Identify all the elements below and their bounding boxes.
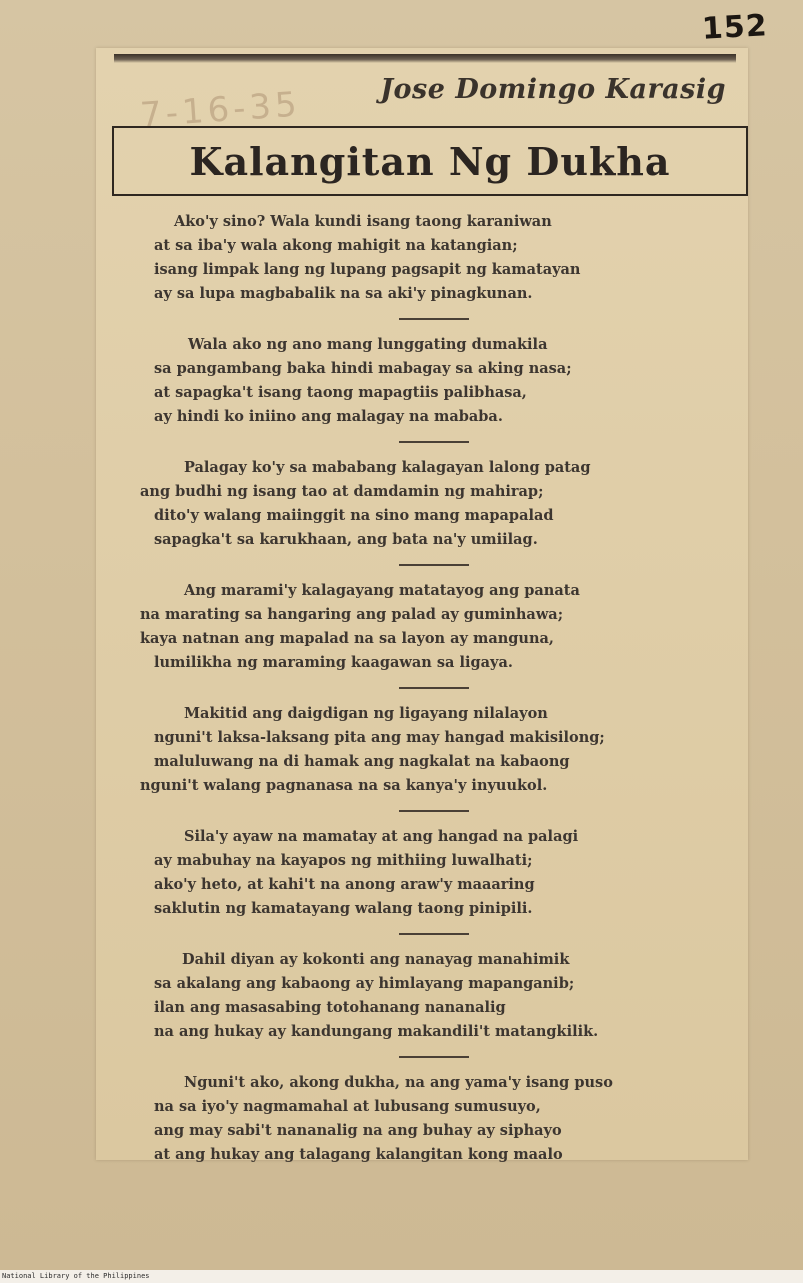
poem-line: ay hindi ko iniino ang malagay na mababa. xyxy=(154,408,503,425)
stanza xyxy=(140,456,714,552)
stanza-divider xyxy=(399,810,469,812)
poem-line: Palagay ko'y sa mababang kalagayan lalong patag xyxy=(184,459,591,476)
poem-line: ako'y heto, at kahi't na anong araw'y maaaring xyxy=(154,876,535,893)
stanza-divider xyxy=(399,933,469,935)
poem-line: ay mabuhay na kayapos ng mithiing luwalhati; xyxy=(154,852,533,869)
stanza xyxy=(154,825,714,921)
poem-line: saklutin ng kamatayang walang taong pinipili. xyxy=(154,900,533,917)
poem-line: Ang marami'y kalagayang matatayog ang panata xyxy=(184,582,580,599)
poem-line: at sa iba'y wala akong mahigit na katangian; xyxy=(154,237,518,254)
poem-line: Makitid ang daigdigan ng ligayang nilalayon xyxy=(184,705,548,722)
poem-line: sapagka't sa karukhaan, ang bata na'y umiilag. xyxy=(154,531,538,548)
footer-credit: National Library of the Philippines xyxy=(2,1272,150,1280)
poem-line: Nguni't ako, akong dukha, na ang yama'y isang puso xyxy=(184,1074,613,1091)
poem-line: maluluwang na di hamak ang nagkalat na kabaong xyxy=(154,753,570,770)
header-rule xyxy=(114,54,736,63)
stanza xyxy=(140,579,714,675)
poem-line: ay sa lupa magbabalik na sa aki'y pinagkunan. xyxy=(154,285,533,302)
poem-line: Dahil diyan ay kokonti ang nanayag manahimik xyxy=(182,951,570,968)
stanza-divider xyxy=(399,1056,469,1058)
page-number: 152 xyxy=(701,8,769,47)
poem-line: lumilikha ng maraming kaagawan sa ligaya. xyxy=(154,654,513,671)
poem-line: Sila'y ayaw na mamatay at ang hangad na palagi xyxy=(184,828,579,845)
poem-line: dito'y walang maiinggit na sino mang mapapalad xyxy=(154,507,554,524)
newspaper-clipping xyxy=(96,48,748,1163)
title-box xyxy=(112,126,748,196)
stanza-divider xyxy=(399,318,469,320)
stanza xyxy=(140,702,714,798)
poem-line: at ang hukay ang talagang kalangitan kong maalo xyxy=(154,1146,563,1163)
poem-line: ang budhi ng isang tao at damdamin ng mahirap; xyxy=(140,483,544,500)
stanza xyxy=(154,1071,714,1167)
poem-line: sa pangambang baka hindi mabagay sa aking nasa; xyxy=(154,360,572,377)
stanza-divider xyxy=(399,441,469,443)
poem-line: isang limpak lang ng lupang pagsapit ng kamatayan xyxy=(154,261,581,278)
stanza xyxy=(154,948,714,1044)
poem-line: ang may sabi't nananalig na ang buhay ay siphayo xyxy=(154,1122,562,1139)
handwritten-date: 7-16-35 xyxy=(138,84,302,136)
poem-line: na ang hukay ay kandungang makandili't matangkilik. xyxy=(154,1023,599,1040)
stanza-divider xyxy=(399,687,469,689)
poem-title: Kalangitan Ng Dukha xyxy=(189,138,671,184)
poem-line: na marating sa hangaring ang palad ay guminhawa; xyxy=(140,606,564,623)
poem-line: at sapagka't isang taong mapagtiis palibhasa, xyxy=(154,384,527,401)
author-byline: Jose Domingo Karasig xyxy=(380,74,726,105)
poem-line: kaya natnan ang mapalad na sa layon ay manguna, xyxy=(140,630,554,647)
poem-line: nguni't walang pagnanasa na sa kanya'y inyuukol. xyxy=(140,777,548,794)
poem-line: na sa iyo'y nagmamahal at lubusang sumusuyo, xyxy=(154,1098,541,1115)
poem-line: ilan ang masasabing totohanang nananalig xyxy=(154,999,506,1016)
poem-line: Ako'y sino? Wala kundi isang taong karaniwan xyxy=(174,213,552,230)
stanza xyxy=(154,210,714,306)
poem-line: sa akalang ang kabaong ay himlayang mapanganib; xyxy=(154,975,575,992)
stanza xyxy=(154,333,714,429)
poem-line: nguni't laksa-laksang pita ang may hangad makisilong; xyxy=(154,729,605,746)
poem-body xyxy=(140,210,714,1167)
stanza-divider xyxy=(399,564,469,566)
poem-line: Wala ako ng ano mang lunggating dumakila xyxy=(188,336,548,353)
